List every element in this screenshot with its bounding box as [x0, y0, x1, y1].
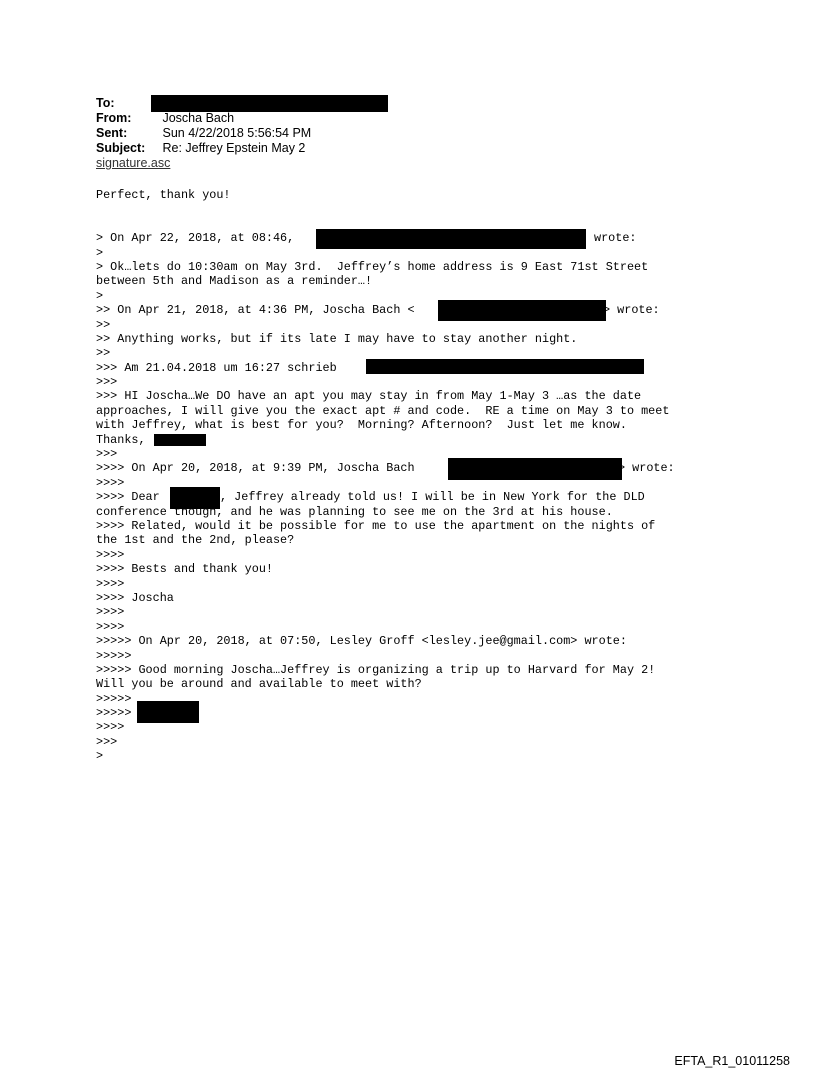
quote-line: >>>>> Good morning Joscha…Jeffrey is organizing a trip up to Harvard for May 2! [96, 662, 656, 677]
quote-line: >>>> Bests and thank you! [96, 562, 273, 577]
quote-line: >>>>> [96, 706, 736, 720]
quote-line: >>>> [96, 547, 125, 562]
quote-line: > [96, 288, 104, 303]
quote-line: >>>> [96, 619, 125, 634]
quote-line: the 1st and the 2nd, please? [96, 533, 295, 548]
quote-line: >>> [96, 734, 118, 749]
quote-line: >> Anything works, but if its late I may have to stay another night. [96, 331, 578, 346]
wrote-text: > wrote: [603, 303, 660, 318]
quote-line: >> On Apr 21, 2018, at 4:36 PM, Joscha Bach < > wrote: [96, 303, 736, 317]
quote-line: >>> [96, 375, 118, 390]
quote-line: >>>>> On Apr 20, 2018, at 07:50, Lesley Groff <lesley.jee@gmail.com> wrote: [96, 634, 627, 649]
quote-line: conference though, and he was planning to see me on the 3rd at his house. [96, 504, 613, 519]
redaction-box [151, 95, 388, 112]
quote-line: > [96, 245, 104, 260]
reply-text: Perfect, thank you! [96, 188, 231, 202]
quote-line: >>>> [96, 720, 125, 735]
quote-line: >>>> Related, would it be possible for me to use the apartment on the nights of [96, 518, 656, 533]
redaction-box [154, 434, 206, 446]
quote-line: >>>> Dear , Jeffrey already told us! I will be in New York for the DLD [96, 490, 736, 504]
quote-line: >>> HI Joscha…We DO have an apt you may stay in from May 1-May 3 …as the date [96, 389, 642, 404]
quote-line: between 5th and Madison as a reminder…! [96, 274, 373, 289]
quote-line: >>>> [96, 605, 125, 620]
quote-line: Will you be around and available to meet with? [96, 677, 422, 692]
from-value: Joscha Bach [162, 111, 235, 125]
quote-line: >>>>> [96, 691, 132, 706]
quote-line: >>>> [96, 576, 125, 591]
to-label: To: [96, 96, 115, 110]
attachment-link[interactable]: signature.asc [96, 156, 171, 170]
to-row [96, 96, 311, 111]
quote-line: > Ok…lets do 10:30am on May 3rd. Jeffrey’s home address is 9 East 71st Street [96, 259, 649, 274]
sent-value: Sun 4/22/2018 5:56:54 PM [162, 126, 312, 140]
quote-line: > On Apr 22, 2018, at 08:46, wrote: [96, 231, 736, 245]
quote-line: >>> [96, 447, 118, 462]
email-body [96, 188, 736, 764]
quote-line: >> [96, 346, 111, 361]
quote-line: >> [96, 317, 111, 332]
email-header [96, 96, 311, 171]
dear-text: , Jeffrey already told us! I will be in New York for the DLD [220, 490, 645, 505]
sent-label: Sent: [96, 126, 128, 140]
quote-line: >>>> On Apr 20, 2018, at 9:39 PM, Joscha Bach > wrote: [96, 461, 736, 475]
subject-label: Subject: [96, 141, 146, 155]
from-label: From: [96, 111, 132, 125]
sent-row [96, 126, 311, 141]
quote-line: approaches, I will give you the exact apt # and code. RE a time on May 3 to meet [96, 403, 670, 418]
quote-line: >>>> Joscha [96, 590, 174, 605]
subject-row [96, 141, 311, 156]
quote-line: >>>> [96, 475, 125, 490]
quote-line: > [96, 749, 104, 764]
quote-line: Thanks, [96, 433, 736, 447]
quote-line: >>> Am 21.04.2018 um 16:27 schrieb [96, 361, 736, 375]
from-row [96, 111, 311, 126]
quote-line: >>>>> [96, 648, 132, 663]
bates-number: EFTA_R1_01011258 [674, 1054, 790, 1068]
quote-line: with Jeffrey, what is best for you? Morning? Afternoon? Just let me know. [96, 418, 627, 433]
redaction-box [366, 359, 644, 374]
wrote-text: wrote: [594, 231, 637, 246]
subject-value: Re: Jeffrey Epstein May 2 [162, 141, 306, 155]
wrote-text: > wrote: [618, 461, 675, 476]
